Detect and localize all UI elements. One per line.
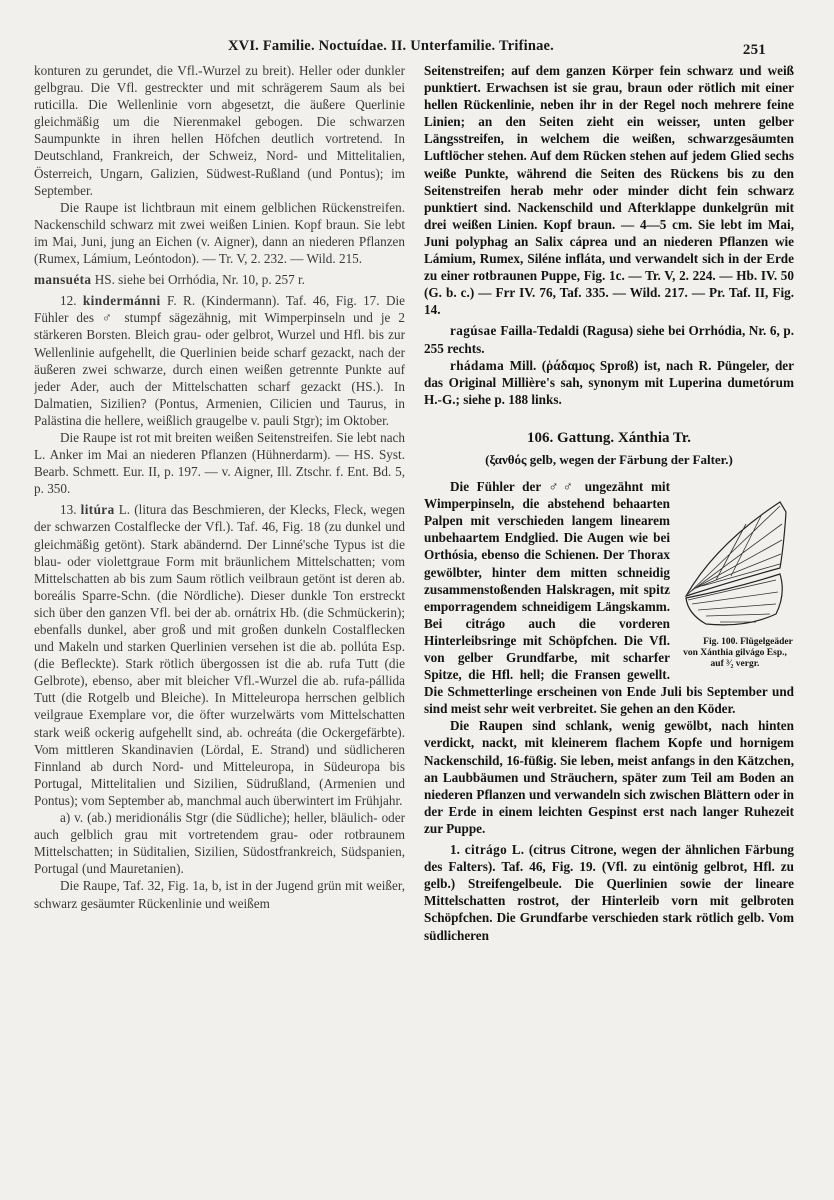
genus-heading: 106. Gattung. Xánthia Tr. (527, 429, 691, 446)
species-name: citrágo (464, 842, 508, 858)
species-text: Mill. (ῥάδαμος Sproß) ist, nach R. Püngeler, der das Original Millière's sah, synonym mit Luperina dumetórum H.-G.; siehe p. 188 links. (424, 357, 794, 407)
species-number: 13. (60, 502, 77, 518)
page-number: 251 (742, 42, 766, 58)
species-text: HS. siehe bei Orrhódia, Nr. 10, p. 257 r. (94, 272, 305, 288)
page-header (0, 38, 834, 62)
figure-caption: Fig. 100. Flügelgeäder von Xánthia gilvágo Esp., auf ³⁄₂ vergr. (683, 637, 793, 670)
species-text: L. (citrus Citrone, wegen der ähnlichen Färbung des Falters). Taf. 46, Fig. 19. (Vfl. zu eintönig gelbrot, Hfl. zu gelb.) Streifengelbeule. Die Querlinien sowie der lineare Mittelschatten rostrot, der Hinterleib vorn mit gelbroten Schöpfchen. Die Grundfarbe verschieden stark rötlich gelb. Vom südlicheren (424, 842, 794, 943)
paragraph: Die Raupe ist lichtbraun mit einem gelblichen Rückenstreifen. Nackenschild schwarz mit zwei weißen Linien. Kopf braun. Sie lebt im Mai, Juni, jung an Eichen (v. Aigner), dann an niederen Pflanzen (Rumex, Lámium, Leóntodon). — Tr. V, 2. 232. — Wild. 215. (34, 199, 405, 267)
species-entry-ragusae (424, 322, 794, 356)
species-entry-mansueta (34, 271, 405, 288)
paragraph: Die Raupe, Taf. 32, Fig. 1a, b, ist in der Jugend grün mit weißer, schwarz gesäumter Rückenlinie und weißem (34, 878, 405, 911)
species-text: L. (litura das Beschmieren, der Klecks, Fleck, wegen der schwarzen Costalflecke der Vfl.). Taf. 46, Fig. 18 (zu dunkel und gleichmäßig getönt). Stark abändernd. Der Linné'sche Typus ist die blau- oder violettgraue Form mit bräunlichem Mittelschatten; vom Mittelschatten ab bis zum Saum rötlich veilbraun getönt ist deren ab. boreális Sparre-Schn. (die Nördliche). Dieser dunkle Ton erstreckt sich über den ganzen Vfl. bei der ab. ornátrix Hb. (die Schmückerin); ebenfalls dunkel, aber groß und mit großen dunkeln Costalflecken und Makeln und starken Querlinien versehen ist die ab. pollúta Esp. (die Befleckte). Stark rötlich übergossen ist die ab. rufa Tutt (die Gelbrote), ebenso, aber mit bleicher Vfl.-Wurzel die ab. rufa-pállida Tutt (die Rotgelb und Bleiche). In Mitteleuropa herrschen gelblich veilgraue Exemplare vor, die öfter wurzelwärts vom Mittelschatten stark weiß ockerig aufgehellt sind, ab. ochreáta (die Ockergefärbte). Vom mittleren Skandinavien (Lördal, E. Strand) und südlicheren Finnland ab durch Nord- und Mitteleuropa, in Südeuropa bis Portugal, Mittelitalien und Sizilien, Südrußland, (Armenien und Pontus); vom September ab, manchmal auch überwintert im Frühjahr. (34, 502, 405, 808)
species-number: 1. (450, 842, 460, 858)
species-entry-kindermanni (34, 292, 405, 429)
species-entry-citrago (424, 841, 794, 944)
running-title: XVI. Familie. Noctuídae. II. Unterfamilie. Trifinae. (228, 38, 555, 54)
species-text: F. R. (Kindermann). Taf. 46, Fig. 17. Die Fühler des ♂ stumpf sägezähnig, mit Wimperpinseln und je 2 stärkeren Borsten. Bleich grau- oder gelbrot, Wurzel und Hfl. bis zur Wellenlinie aufgehellt, die Querlinien beide scharf gezackt, nach der äußeren zwei schwarze, durch einen weißen getrennte Punkte auf jeder Ader, auch der Mittelschatten scharf gezackt (HS.). In Dalmatien, Sizilien? (Pontus, Armenien, Cilicien und Taurus, in Palästina die hellere, weißlich graugelbe v. pauli Stgr); im Oktober. (34, 293, 405, 428)
species-name: rhádama (450, 357, 505, 373)
species-text: Failla-Tedaldi (Ragusa) siehe bei Orrhódia, Nr. 6, p. 255 rechts. (424, 323, 794, 356)
species-name: litúra (80, 502, 115, 518)
species-name: mansuéta (34, 272, 92, 288)
paragraph: a) v. (ab.) meridionális Stgr (die Südliche); heller, bläulich- oder auch gelblich grau mit vortretendem grau- oder rotbraunem Mittelschatten; in Süditalien, Sizilien, Südostfrankreich, Südspanien, Portugal (und Mauretanien). (34, 810, 405, 877)
genus-description (424, 478, 794, 717)
left-column (34, 62, 405, 1140)
wing-venation-drawing (676, 484, 794, 634)
paragraph: Die Raupe ist rot mit breiten weißen Seitenstreifen. Sie lebt nach L. Anker im Mai an niederen Pflanzen (Hühnerdarm). — HS. Syst. Bearb. Schmett. Eur. II, p. 197. — v. Aigner, Ill. Ztschr. f. Ent. Bd. 5, p. 350. (34, 429, 405, 497)
genus-description-text: Die Fühler der ♂♂ ungezähnt mit Wimperpinseln, die abstehend behaarten Palpen mit verschieden langem linearem unbehaartem Endglied. Die Augen wie bei Orthósia, ebenso die Schienen. Der Thorax gewölbter, hinter dem mitten schneidig zusammenstoßenden Halskragen, mit spitz emporragendem schneidigem Längskamm. Bei citrágo auch die vorderen Hinterleibsringe mit Schöpfchen. Die Vfl. von gelber Grundfarbe, mit scharfer Spitze, die Hfl. hell; die Fransen gewellt. Die Schmetterlinge erscheinen von Ende Juli bis September und sind meist sehr weit verbreitet. Sie gehen an den Köder. (424, 479, 794, 717)
right-column (424, 62, 794, 1140)
species-entry-rhadama (424, 357, 794, 408)
wing-venation-figure (676, 484, 794, 670)
species-number: 12. (60, 293, 77, 309)
genus-etymology: (ξανθός gelb, wegen der Färbung der Falter.) (485, 451, 733, 467)
species-name: ragúsae (450, 323, 497, 339)
species-entry-litura (34, 501, 405, 809)
paragraph: konturen zu gerundet, die Vfl.-Wurzel zu breit). Heller oder dunkler gelbgrau. Die Vfl. gestreckter und mit schrägerem Saum als bei ruticilla. Die Wellenlinie vorn abgesetzt, die äußere Querlinie gleichmäßig um die Nierenmakel gebogen. Die schwarzen Saumpunkte in ihren hellen Höfchen deutlich vortretend. In Deutschland, Frankreich, der Schweiz, Nord- und Mittelitalien, Österreich, Ungarn, Galizien, Südwest-Rußland (und Pontus); im September. (34, 63, 405, 198)
species-name: kindermánni (82, 293, 161, 309)
paragraph: Die Raupen sind schlank, wenig gewölbt, nach hinten verdickt, nackt, mit kleinerem flachem Kopfe und hornigem Nackenschild, 16-füßig. Sie leben, meist anfangs in den Kätzchen, an Laubbäumen und Sträuchern, später zum Teil am Boden an niederen Pflanzen und verwandeln sich zwischen Blättern oder in der Erde in einem leichten Gespinst erst nach langer Ruhezeit zur Puppe. (424, 718, 794, 836)
paragraph: Seitenstreifen; auf dem ganzen Körper fein schwarz und weiß punktiert. Erwachsen ist sie grau, braun oder rötlich mit einer hellen Rückenlinie, neben ihr in der Regel noch mehrere feine Linien; an den Seiten zieht ein weisser, unten gelber Längsstreifen, in welchem die weißen, schwarzgesäumten Luftlöcher stehen. Auf dem Rücken stehen auf jedem Glied sechs weiße Punkte, während die Seiten des Rückens bis zu den Seitenstreifen herab mehr oder minder dicht fein schwarz punktiert sind. Nackenschild und Afterklappe dunkelgrün mit drei weißen Linien. Kopf braun. — 4—5 cm. Sie lebt im Mai, Juni polyphag an Salix cáprea und an niederen Pflanzen wie Lámium, Rumex, Siléne infláta, und verwandelt sich in der Erde zu einer rotbraunen Puppe, Fig. 1c. — Tr. V, 2. 224. — Hb. IV. 50 (G. b. c.) — Frr IV. 76, Taf. 335. — Wild. 217. — Pr. Taf. II, Fig. 14. (424, 63, 794, 318)
